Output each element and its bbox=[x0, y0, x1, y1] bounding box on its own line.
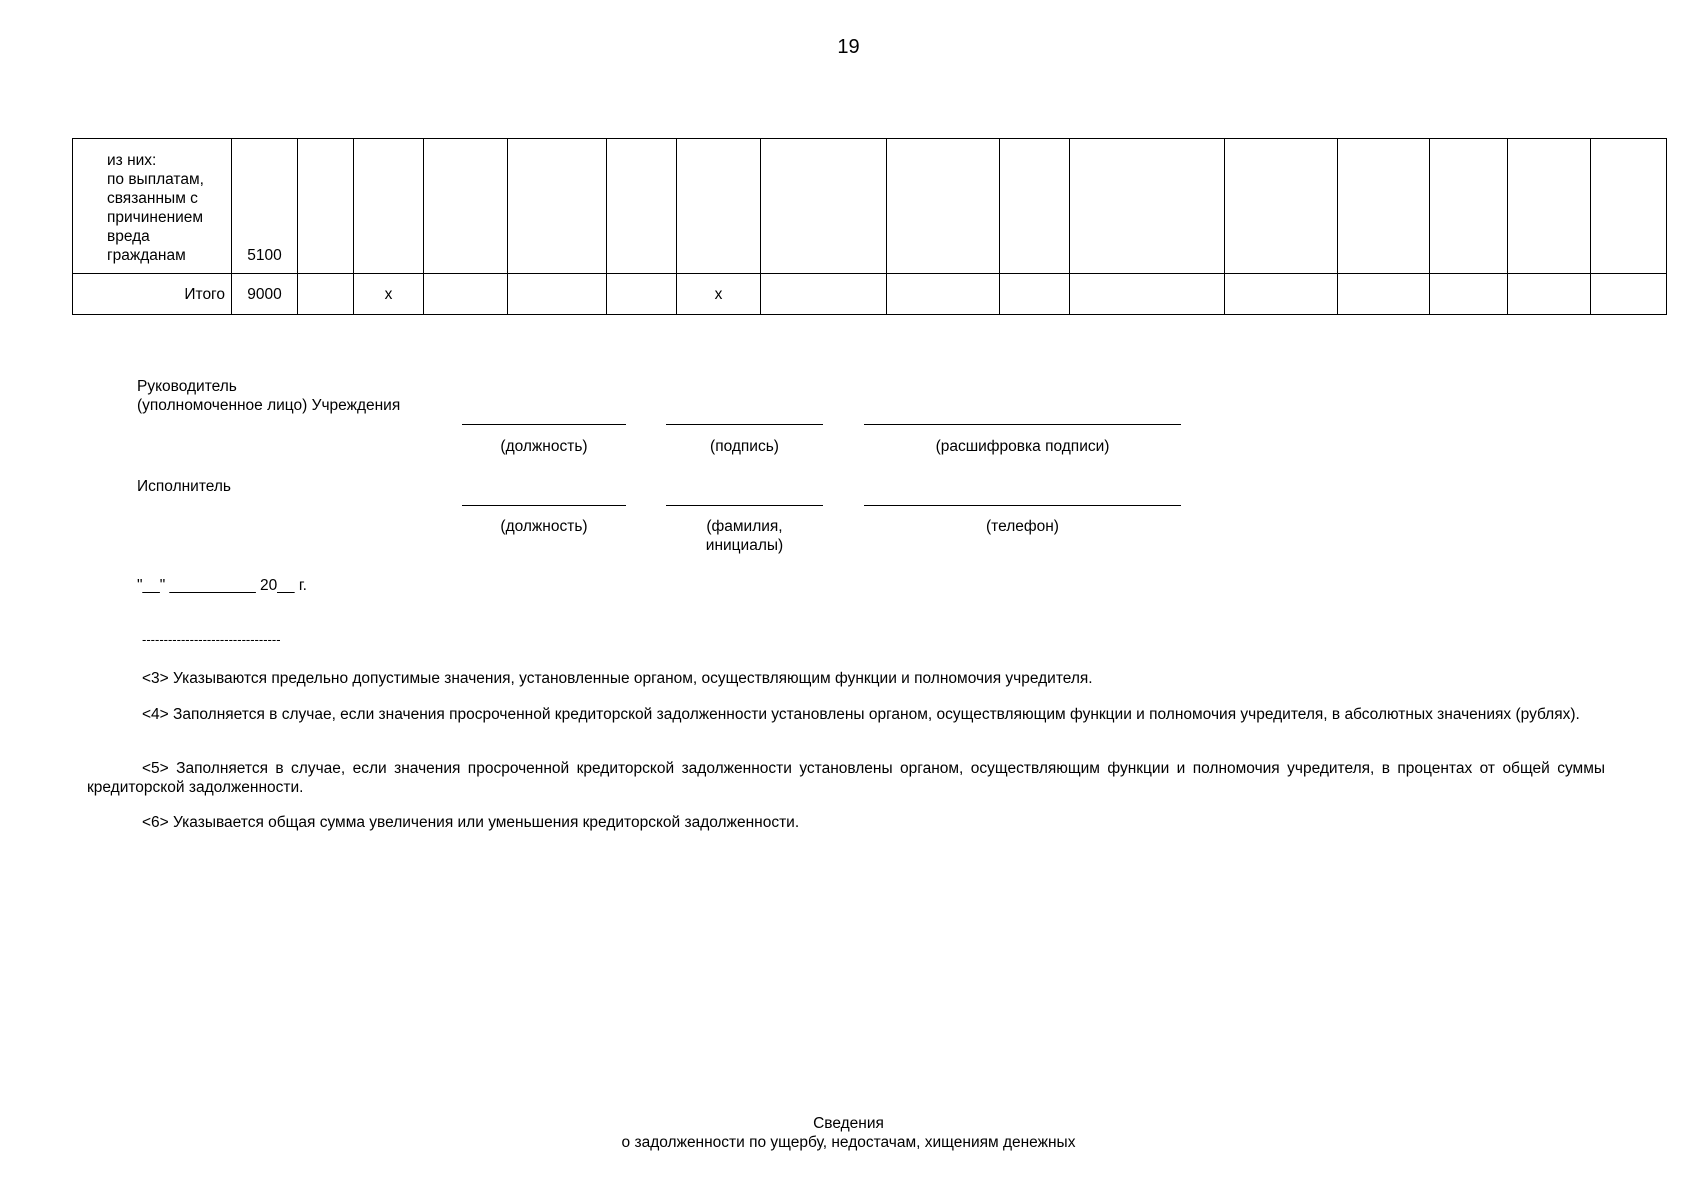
table-cell bbox=[1508, 139, 1591, 274]
table-cell bbox=[887, 139, 1000, 274]
table-cell bbox=[1000, 274, 1070, 315]
executor-name-line[interactable] bbox=[666, 505, 823, 506]
table-cell bbox=[424, 274, 508, 315]
signature-decryption-caption: (расшифровка подписи) bbox=[935, 438, 1110, 455]
footnote-3: <3> Указываются предельно допустимые значения, установленные органом, осуществляющим функции и полномочия учредителя. bbox=[142, 670, 1093, 687]
executor-position-line[interactable] bbox=[462, 505, 626, 506]
table-cell bbox=[298, 274, 354, 315]
table-cell bbox=[1338, 274, 1430, 315]
table-cell bbox=[508, 139, 607, 274]
row-code: 9000 bbox=[232, 274, 298, 315]
table-cell bbox=[607, 274, 677, 315]
table-cell bbox=[1430, 139, 1508, 274]
executor-position-caption: (должность) bbox=[500, 518, 588, 535]
signature-line[interactable] bbox=[666, 424, 823, 425]
table-cell: x bbox=[354, 274, 424, 315]
table-cell bbox=[1508, 274, 1591, 315]
next-section-title: Сведения bbox=[813, 1115, 884, 1132]
debt-table bbox=[72, 138, 1667, 315]
table-cell bbox=[1225, 139, 1338, 274]
position-caption: (должность) bbox=[500, 438, 588, 455]
footnote-separator: -------------------------------- bbox=[142, 632, 281, 647]
footnote-5: <5> Заполняется в случае, если значения просроченной кредиторской задолженности установлены органом, осуществляющим функции и полномочия учредителя, в процентах от общей суммы кредиторской задолженности. bbox=[87, 760, 1605, 796]
head-signatory-label: Руководитель (уполномоченное лицо) Учреждения bbox=[137, 378, 401, 414]
table-cell bbox=[508, 274, 607, 315]
footnote-4: <4> Заполняется в случае, если значения просроченной кредиторской задолженности установлены органом, осуществляющим функции и полномочия учредителя, в абсолютных значениях (рублях). bbox=[142, 706, 1580, 723]
table-cell bbox=[424, 139, 508, 274]
position-signature-line[interactable] bbox=[462, 424, 626, 425]
next-section-subtitle: о задолженности по ущербу, недостачам, хищениям денежных bbox=[621, 1134, 1076, 1151]
row-code: 5100 bbox=[232, 139, 298, 274]
executor-phone-line[interactable] bbox=[864, 505, 1181, 506]
table-cell bbox=[1591, 139, 1667, 274]
table-cell bbox=[1070, 139, 1225, 274]
page-number: 19 bbox=[837, 36, 860, 58]
table-cell bbox=[1000, 139, 1070, 274]
signature-decryption-line[interactable] bbox=[864, 424, 1181, 425]
row-label: Итого bbox=[73, 274, 232, 315]
table-cell bbox=[607, 139, 677, 274]
date-line[interactable]: "__" __________ 20__ г. bbox=[137, 577, 307, 594]
row-label: из них: по выплатам, связанным с причинением вреда гражданам bbox=[73, 139, 232, 274]
table-cell bbox=[887, 274, 1000, 315]
table-cell bbox=[761, 139, 887, 274]
table-cell bbox=[298, 139, 354, 274]
executor-phone-caption: (телефон) bbox=[986, 518, 1059, 535]
table-cell: x bbox=[677, 274, 761, 315]
table-cell bbox=[354, 139, 424, 274]
table-cell bbox=[677, 139, 761, 274]
table-row bbox=[73, 139, 1667, 274]
signature-caption: (подпись) bbox=[710, 438, 779, 455]
executor-name-caption: (фамилия, инициалы) bbox=[705, 518, 784, 554]
table-row bbox=[73, 274, 1667, 315]
table-cell bbox=[1430, 274, 1508, 315]
table-cell bbox=[1338, 139, 1430, 274]
table-cell bbox=[1225, 274, 1338, 315]
executor-label: Исполнитель bbox=[137, 478, 231, 495]
table-cell bbox=[761, 274, 887, 315]
table-cell bbox=[1070, 274, 1225, 315]
footnote-6: <6> Указывается общая сумма увеличения или уменьшения кредиторской задолженности. bbox=[142, 814, 800, 831]
table-cell bbox=[1591, 274, 1667, 315]
